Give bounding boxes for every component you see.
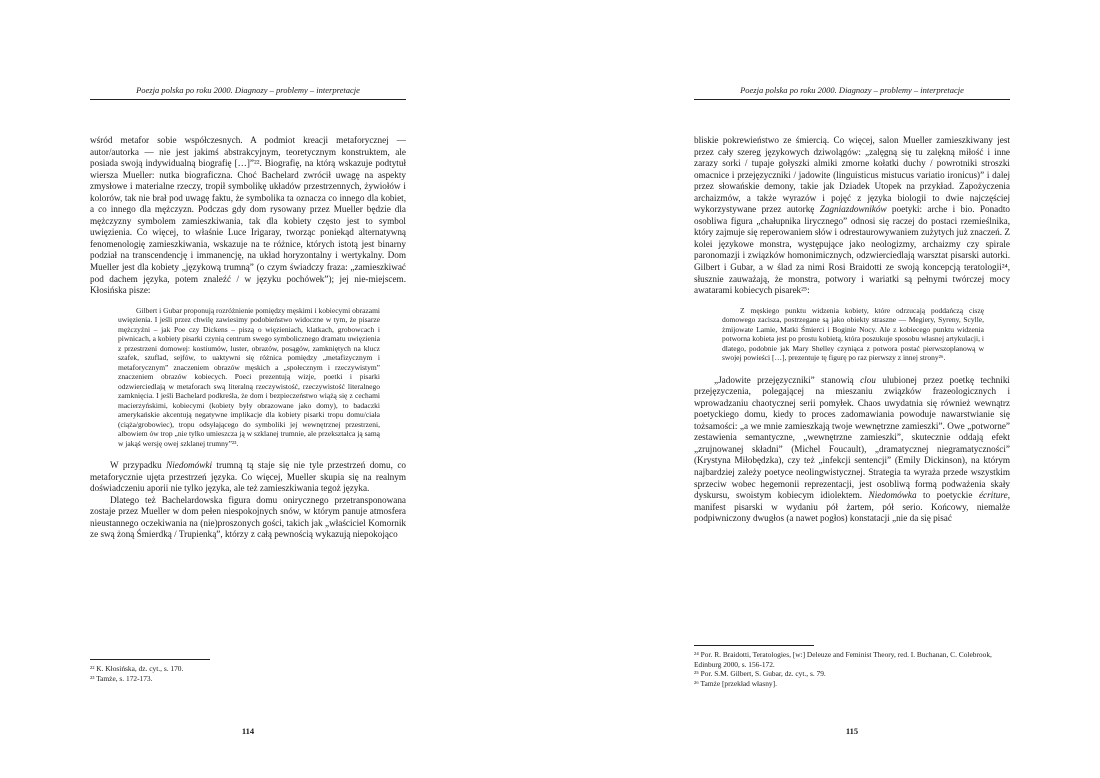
page-number: 114 xyxy=(241,726,255,736)
italic-title: Zagniazdowników xyxy=(819,204,887,215)
text-run: W przypadku xyxy=(110,460,167,471)
page-number: 115 xyxy=(845,726,859,736)
body-text xyxy=(694,135,1010,525)
paragraph xyxy=(90,460,406,495)
italic-title: Niedomówka xyxy=(868,490,917,501)
paragraph: wśród metafor sobie współczesnych. A podmiot kreacji metaforycznej — autor/autorka — nie jest jakimś abstrakcyjnym, teoretycznym konstruktem, ale posiada swoją indywidualną biografię […]”²². Biografię, na którą wskazuje podtytuł wiersza Mueller: nutka biograficzna. Choć Bachelard zwrócił uwagę na aspekty zmysłowe i materialne rzeczy, tropił symbolikę układów przestrzennych, żywiołów i kolorów, tak nie brał pod uwagę faktu, że symbolika ta oznacza co innego dla kobiet, a co innego dla mężczyzn. Podczas gdy dom rysowany przez Mueller będzie dla mężczyzny symbolem zamieszkiwania, tak dla kobiety często jest to symbol uwięzienia. Co więcej, to właśnie Luce Irigaray, tworząc poniekąd alternatywną fenomenologię zamieszkiwania, wskazuje na te różnice, których istotą jest binarny podział na transcendencję i immanencję, na układ horyzontalny i wertykalny. Dom Mueller jest dla kobiety „językową trumną” (o czym świadczy fraza: „zamieszkiwać pod dachem języka, potem znaleźć / w języku pochówek”); jej nie-miejscem. Kłosińska pisze: xyxy=(90,135,406,296)
body-text xyxy=(90,135,406,541)
footnote: ²⁴ Por. R. Braidotti, Teratologies, [w:] Deleuze and Feminist Theory, red. I. Buchanan, C. Colebrook, Edinburg 2000, s. 156-172. xyxy=(694,650,992,669)
footnote: ²⁵ Por. S.M. Gilbert, S. Gubar, dz. cyt., s. 79. xyxy=(694,669,826,679)
footnote: ²⁶ Tamże [przekład własny]. xyxy=(694,678,777,688)
italic-term: clou xyxy=(860,374,876,385)
footnote: ²² K. Kłosińska, dz. cyt., s. 170. xyxy=(90,664,184,673)
right-page xyxy=(550,0,1100,778)
footnote-rule xyxy=(90,659,210,660)
text-run: poetyki: arche i bio. Ponadto osobliwa figura „chałupnika lirycznego” odnosi się raczej do postaci rzemieślnika, który zajmuje się reperowaniem słów i odrestaurowywaniem zużytych już znaczeń. Z kolei językowe monstra, występujące jako neologizmy, archaizmy czy spirale paronomazji i związków homonimicznych, odzwierciedlają warsztat pisarski autorki. Gilbert i Gubar, a w ślad za nimi Rosi Braidotti ze swoją koncepcją teratologii²⁴, słusznie zauważają, że monstra, potwory i wariatki są pełnymi twórczej mocy awatarami kobiecych pisarek²⁵: xyxy=(694,204,1010,296)
block-quote: Gilbert i Gubar proponują rozróżnienie pomiędzy męskimi i kobiecymi obrazami uwięzienia. I jeśli przez chwilę zawiesimy podobieństwo widoczne w tym, że pisarze mężczyźni – jak Poe czy Dickens – piszą o więzieniach, klatkach, grobowcach i piwnicach, a kobiety pisarki czynią centrum swego symbolicznego dramatu uwięzienia z przestrzeni domowej: kostiumów, luster, obrazów, posągów, zamkniętych na klucz szafek, szuflad, sejfów, to uaktywni się różnica pomiędzy „metafizycznym i metaforycznym” znaczeniem obrazów męskich a „społecznym i rzeczywistym” znaczeniem obrazów kobiecych. Poeci prezentują wizje, poetki i pisarki odzwierciedlają w metaforach swą literalną rzeczywistość, rzeczywistość literalnego zamknięcia. I jeśli Bachelard podkreśla, że dom i bezpieczeństwo wiążą się z cechami macierzyńskimi, kobiecymi (kobiety były obrazowane jako domy), to badaczki amerykańskie akcentują negatywne implikacje dla kobiety pisarki tropu domu/ciała (ciąża/grobowiec), tropu odsyłającego do symboliki jej wewnętrznej przestrzeni, albowiem ów trop „nie tylko umieszcza ją w szklanej trumnie, ale przekształca ją samą w jakąś wersję owej szklanej trumny”²³. xyxy=(118,305,380,448)
footnotes xyxy=(90,659,406,683)
running-header: Poezja polska po roku 2000. Diagnozy – problemy – interpretacje xyxy=(90,85,406,100)
italic-term: écriture xyxy=(978,490,1008,501)
footnote: ²³ Tamże, s. 172-173. xyxy=(90,673,153,683)
text-run: bliskie pokrewieństwo ze śmiercią. Co więcej, salon Mueller zamieszkiwany jest przez cały szereg językowych dziwolągów: „zalęgną się tu zalękną miłość i inne zarazy sorki / tupaje gołyszki almiki zmorne kołatki duchy / powrotniki stroszki omacnice i przejęzyczniki / jadowite (linguisticus mistucus variatio ironicus)” i dalej przez słowańskie demony, takie jak Dziadek Utopek na przykład. Zapożyczenia archaizmów, a także wyrazów i pojęć z języka biologii to dwie najczęściej wykorzystywane przez autorkę xyxy=(694,135,1010,215)
italic-title: Niedomówki xyxy=(166,460,213,471)
block-quote: Z męskiego punktu widzenia kobiety, które odrzucają poddańczą ciszę domowego zacisza, postrzegane są jako obiekty straszne — Megiery, Syreny, Scylle, żmijowate Lamie, Matki Śmierci i Boginie Nocy. Ale z kobiecego punktu widzenia potworna kobieta jest po prostu kobietą, która poszukuje sposobu własnej artykulacji, i dlatego, podobnie jak Mary Shelley czyniąca z potwora postać pierwszoplanową w swojej powieści […], prezentuje tę figurę po raz pierwszy z innej strony²⁶. xyxy=(722,305,984,363)
footnotes xyxy=(694,645,1010,688)
paragraph xyxy=(694,135,1010,297)
paragraph: Dlatego też Bachelardowska figura domu onirycznego przetransponowana zostaje przez Mueller w dom pełen niespokojnych snów, w którym panuje atmosfera nieustannego oczekiwania na (nie)proszonych gości, takich jak „właściciel Komornik ze swą żoną Śmierdką / Trupienką”, którzy z całą pewnością wykazują niepokojąco xyxy=(90,494,406,540)
footnote-rule xyxy=(694,645,814,646)
paragraph xyxy=(694,375,1010,525)
running-header: Poezja polska po roku 2000. Diagnozy – problemy – interpretacje xyxy=(694,85,1010,100)
text-run: to poetyckie xyxy=(916,490,979,501)
text-run: , manifest pisarski w wydaniu pół żartem, pół serio. Końcowy, niemalże podpiwniczony dwugłos (a nawet pogłos) konstatacji „nie da się pisać xyxy=(694,490,1010,524)
text-run: trumną tą staje się nie tyle przestrzeń domu, co metaforycznie ujęta przestrzeń języka. Co więcej, Mueller skupia się na realnym doświadczeniu aporii nie tylko języka, ale też zamieszkiwania tegoż języka. xyxy=(90,460,406,494)
text-run: ulubionej przez poetkę techniki przejęzyczenia, polegającej na mieszaniu związków frazeologicznych i wprowadzaniu chaotycznej serii pomyłek. Chaos uwydatnia się również wewnątrz poetyckiego domu, kiedy to proces zadomawiania powoduje nawarstwianie się tożsamości: „a we mnie zamieszkają twoje wewnętrzne zamieszki”. Owe „potworne” zestawienia semantyczne, „wewnętrzne zamieszki”, skutecznie oddają efekt „zrujnowanej składni” (Michel Foucault), „dramatycznej niegramatyczności” (Krystyna Miłobędzka), czy też „infekcji sentencji” (Emily Dickinson), na którym najbardziej zależy poetyce neolingwistycznej. Strategia ta wyraża przede wszystkim sprzeciw wobec hegemonii reprezentacji, jest osobliwą formą podważenia skały dyskursu, swoistym kobiecym idiolektem. xyxy=(694,374,1010,501)
text-run: „Jadowite przejęzyczniki” stanowią xyxy=(714,374,861,385)
